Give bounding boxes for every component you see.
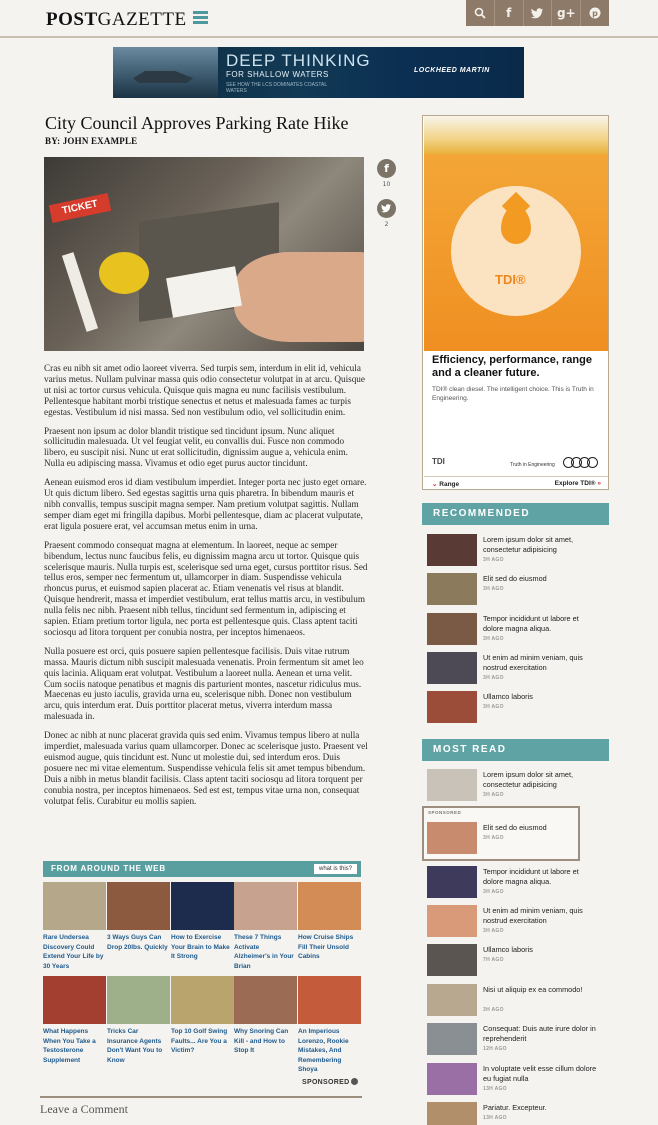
- item-thumbnail[interactable]: [427, 944, 477, 976]
- tile-image[interactable]: [171, 976, 234, 1024]
- article-body: [44, 363, 370, 815]
- list-item[interactable]: [427, 769, 607, 803]
- tile-image[interactable]: [298, 882, 361, 930]
- paragraph: Praesent non ipsum ac dolor blandit tristique sed tincidunt ipsum. Nunc aliquet sollicitudin malesuada. Ut vel feugiat velit, eu convallis dui. Fusce non commodo libero, eu suscipit nisi. Nunc ut erat sollicitudin, dignissim augue a, vehicula enim. Nulla eu adipiscing massa. Vivamus et odio eget purus auctor tincidunt.: [44, 425, 348, 469]
- list-item[interactable]: [427, 905, 607, 939]
- sponsored-label[interactable]: [302, 1078, 358, 1086]
- audi-rings-icon: [563, 457, 599, 469]
- item-thumbnail[interactable]: [427, 822, 477, 854]
- what-is-this-link[interactable]: what is this?: [314, 864, 357, 874]
- ad-footer-bar: [424, 476, 609, 489]
- tile-image[interactable]: [107, 976, 170, 1024]
- list-item[interactable]: [427, 984, 607, 1018]
- item-time: 3H AGO: [483, 636, 504, 642]
- around-web-title: FROM AROUND THE WEB: [51, 864, 166, 873]
- item-thumbnail[interactable]: [427, 613, 477, 645]
- sponsored-tile[interactable]: [234, 976, 297, 1056]
- logo-bold: POST: [46, 9, 98, 30]
- tile-image[interactable]: [234, 882, 297, 930]
- sponsored-box-label: SPONSORED: [428, 810, 462, 815]
- item-time: 3H AGO: [483, 704, 504, 710]
- list-item[interactable]: [427, 691, 607, 725]
- item-headline[interactable]: Elit sed do eiusmod: [483, 823, 547, 832]
- ad-headline: Efficiency, performance, range and a cleaner future.: [432, 354, 592, 379]
- tile-image[interactable]: [298, 976, 361, 1024]
- item-time: 12H AGO: [483, 1046, 507, 1052]
- facebook-share-icon[interactable]: f: [377, 159, 396, 178]
- twitter-share-icon[interactable]: [377, 199, 396, 218]
- item-thumbnail[interactable]: [427, 769, 477, 801]
- tile-caption[interactable]: Tricks Car Insurance Agents Don't Want You to Know: [107, 1028, 163, 1064]
- item-time: 3H AGO: [483, 586, 504, 592]
- sponsored-tile[interactable]: [43, 976, 106, 1065]
- ad-subtext: TDI® clean diesel. The intelligent choice. This is Truth in Engineering.: [432, 386, 594, 402]
- sponsored-text: SPONSORED: [302, 1079, 350, 1086]
- list-item[interactable]: [427, 1063, 607, 1097]
- item-thumbnail[interactable]: [427, 984, 477, 1016]
- tile-caption[interactable]: Rare Undersea Discovery Could Extend Your Life by 30 Years: [43, 934, 104, 970]
- item-thumbnail[interactable]: [427, 573, 477, 605]
- paragraph: Aenean euismod eros id diam vestibulum imperdiet. Integer porta nec justo eget ornare. Ut quis dictum libero. Sed egestas sagittis urna quis pharetra. In bibendum mauris et nibh convallis, tempus suscipit magna semper. Nam pretium volutpat sagittis. Nullam semper diam eget mi fringilla dapibus. Morbi pellentesque, diam ac placerat vulputate, erat ligula posuere erat, vel accumsan metus enim in urna.: [44, 477, 367, 531]
- item-thumbnail[interactable]: [427, 534, 477, 566]
- item-time: 13H AGO: [483, 1115, 507, 1121]
- item-headline[interactable]: Tempor incididunt ut labore et dolore magna aliqua.: [483, 867, 579, 886]
- google-plus-icon[interactable]: g+: [552, 0, 581, 26]
- list-item[interactable]: [427, 534, 607, 568]
- tile-image[interactable]: [234, 976, 297, 1024]
- pinterest-icon[interactable]: [581, 0, 609, 26]
- hand: [234, 252, 364, 342]
- item-thumbnail[interactable]: [427, 652, 477, 684]
- list-item[interactable]: [427, 822, 607, 856]
- sponsored-tile[interactable]: [43, 882, 106, 971]
- item-time: 13H AGO: [483, 1086, 507, 1092]
- paragraph: Donec ac nibh at nunc placerat gravida quis sed enim. Vivamus tempus libero at nulla imperdiet, malesuada varius quam ullamcorper. Donec ac scelerisque justo. Praesent vel euismod augue, quis tincidunt est. Nunc ut molestie dui, sed interdum eros. Duis posuere nec mi vitae elementum. Suspendisse vehicula felis sit amet tempus bibendum. Duis a nibh in metus blandit facilisis. Class aptent taciti sociosqu ad litora torquent per conubia nostra, per inceptos himenaeos. Sed est est, tempus vitae urna non, consequat volutpat felis. Curabitur eu mollis sapien.: [44, 730, 368, 806]
- banner-subline: FOR SHALLOW WATERS: [226, 70, 329, 79]
- recommended-heading: RECOMMENDED: [422, 503, 609, 525]
- item-time: 3H AGO: [483, 835, 504, 841]
- list-item[interactable]: [427, 1023, 607, 1057]
- svg-text:p: p: [592, 9, 598, 18]
- list-item[interactable]: [427, 652, 607, 686]
- paragraph: Praesent commodo consequat magna at elementum. In laoreet, neque ac semper bibendum, lectus nunc faucibus felis, eu dignissim magna arcu ut tortor. Quisque quis scelerisque mauris. Nulla turpis est, scelerisque sed urna eget, cursus porttitor risus. Sed tellus eros, semper nec fermentum ut, ullamcorper in diam. Suspendisse vehicula rhoncus purus, et euismod sapien placerat ac. Etiam venenatis vel risus at blandit. Quisque hendrerit, massa et imperdiet vestibulum, erat tellus mattis arcu, in vestibulum nulla felis nec nibh. Praesent nibh tellus, tincidunt sed fermentum in, adipiscing et sapien. Etiam pretium tortor ligula, nec porta est pellentesque quis. Class aptent taciti sociosqu ad litora torquent per conubia nostra, per inceptos himenaeos.: [44, 539, 368, 637]
- item-headline[interactable]: Lorem ipsum dolor sit amet, consectetur adipisicing: [483, 770, 574, 789]
- tile-image[interactable]: [107, 882, 170, 930]
- article-title: City Council Approves Parking Rate Hike: [45, 113, 349, 133]
- item-time: 3H AGO: [483, 889, 504, 895]
- item-headline[interactable]: Ut enim ad minim veniam, quis nostrud exercitation: [483, 653, 583, 672]
- ad-foot-logo: TDI: [432, 457, 445, 466]
- hamburger-menu-icon[interactable]: [193, 11, 208, 25]
- item-thumbnail[interactable]: [427, 691, 477, 723]
- paragraph: Cras eu nibh sit amet odio laoreet viverra. Sed turpis sem, interdum in elit id, vehicula varius metus. Nullam pulvinar massa quis odio consectetur volutpat in at arcu. Quisque ut nisi ac tortor cursus vehicula. Quisque quis magna eu nunc facilisis vestibulum. Pellentesque habitant morbi tristique senectus et netus et malesuada fames ac turpis egestas. Vestibulum id nisi massa. Sed non vestibulum odio, vel sollicitudin enim.: [44, 363, 365, 417]
- item-thumbnail[interactable]: [427, 905, 477, 937]
- item-headline[interactable]: Tempor incididunt ut labore et dolore magna aliqua.: [483, 614, 579, 633]
- sponsored-tile[interactable]: [171, 976, 234, 1056]
- sponsored-tile[interactable]: [107, 882, 170, 952]
- twitter-share-count: 2: [384, 221, 389, 228]
- tile-caption[interactable]: Top 10 Golf Swing Faults... Are You a Victim?: [171, 1028, 228, 1054]
- most-read-heading: MOST READ: [422, 739, 609, 761]
- item-time: 3H AGO: [483, 675, 504, 681]
- sponsored-tile[interactable]: [298, 882, 361, 962]
- banner-ad[interactable]: [113, 47, 524, 98]
- ad-oil-wave: [424, 116, 609, 154]
- sponsored-tile[interactable]: [107, 976, 170, 1065]
- tile-caption[interactable]: How Cruise Ships Fill Their Unsold Cabins: [298, 934, 354, 960]
- coin-slot: [99, 252, 149, 294]
- item-thumbnail[interactable]: [427, 866, 477, 898]
- item-time: 3H AGO: [483, 928, 504, 934]
- item-time: 3H AGO: [483, 557, 504, 563]
- tdi-logo: TDI®: [495, 272, 526, 287]
- item-headline[interactable]: Lorem ipsum dolor sit amet, consectetur adipisicing: [483, 535, 574, 554]
- explore-link[interactable]: [555, 480, 601, 487]
- tdi-ad[interactable]: [422, 115, 609, 490]
- tile-caption[interactable]: How to Exercise Your Brain to Make It Strong: [171, 934, 230, 960]
- banner-brand: LOCKHEED MARTIN: [414, 67, 490, 74]
- facebook-share-count: 10: [382, 181, 391, 188]
- explore-label: Explore TDI®: [554, 480, 596, 487]
- site-header: [0, 0, 658, 38]
- item-headline[interactable]: Pariatur. Excepteur.: [483, 1103, 547, 1112]
- banner-headline: DEEP THINKING: [226, 51, 371, 70]
- around-web-header: [43, 861, 361, 877]
- list-item[interactable]: [427, 613, 607, 647]
- ad-tagline: Truth in Engineering: [510, 462, 555, 468]
- sponsored-tile[interactable]: [171, 882, 234, 962]
- leave-comment-link[interactable]: Leave a Comment: [40, 1096, 362, 1117]
- sponsored-tile[interactable]: [298, 976, 361, 1075]
- list-item[interactable]: [427, 573, 607, 607]
- item-headline[interactable]: Ullamco laboris: [483, 692, 533, 701]
- sponsored-tile[interactable]: [234, 882, 297, 971]
- twitter-share[interactable]: [377, 199, 396, 228]
- logo-light: GAZETTE: [97, 9, 187, 30]
- item-headline[interactable]: Ullamco laboris: [483, 945, 533, 954]
- item-headline[interactable]: Nisi ut aliquip ex ea commodo!: [483, 985, 583, 994]
- twitter-icon[interactable]: [524, 0, 553, 26]
- item-thumbnail[interactable]: [427, 1023, 477, 1055]
- chevron-down-icon: ⌄: [432, 481, 438, 488]
- site-logo[interactable]: [46, 9, 187, 31]
- tile-caption[interactable]: An Imperious Lorenzo, Rookie Mistakes, And Remembering Shoya: [298, 1028, 349, 1073]
- social-bar: [466, 0, 609, 26]
- item-thumbnail[interactable]: [427, 1102, 477, 1125]
- search-icon[interactable]: [466, 0, 495, 26]
- ship-image: [113, 47, 218, 98]
- banner-small: SEE HOW THE LCS DOMINATES COASTAL WATERS: [226, 82, 327, 94]
- facebook-icon[interactable]: f: [495, 0, 524, 26]
- tile-caption[interactable]: 3 Ways Guys Can Drop 20lbs. Quickly: [107, 934, 168, 951]
- item-time: 3H AGO: [483, 792, 504, 798]
- tile-caption[interactable]: What Happens When You Take a Testosterone Supplement: [43, 1028, 96, 1064]
- item-thumbnail[interactable]: [427, 1063, 477, 1095]
- article-byline: BY: JOHN EXAMPLE: [45, 136, 138, 146]
- range-link[interactable]: [432, 480, 459, 488]
- tile-image[interactable]: [43, 976, 106, 1024]
- oil-drop-icon: [501, 206, 531, 244]
- list-item[interactable]: [427, 1102, 607, 1125]
- range-label: Range: [439, 481, 460, 488]
- double-chevron-right-icon: »: [597, 480, 601, 487]
- paragraph: Nulla posuere est orci, quis posuere sapien pellentesque facilisis. Duis vitae rutrum massa. Mauris dictum nibh suscipit malesuada venenatis. Proin fermentum sit amet leo quis lacinia. Aliquam erat volutpat. Vestibulum a laoreet nulla. Aenean et urna velit. Cum sociis natoque penatibus et magnis dis parturient montes, nascetur ridiculus mus. Maecenas eu justo iaculis, gravida urna eu, scelerisque nibh. Donec non vestibulum arcu, quis interdum erat. Duis porttitor placerat metus, viverra interdum massa malesuada in.: [44, 645, 364, 722]
- list-item[interactable]: [427, 866, 607, 900]
- facebook-share[interactable]: [377, 159, 396, 188]
- item-time: 3H AGO: [483, 1007, 504, 1013]
- item-headline[interactable]: In voluptate velit esse cillum dolore eu fugiat nulla: [483, 1064, 597, 1083]
- item-headline[interactable]: Elit sed do eiusmod: [483, 574, 547, 583]
- item-headline[interactable]: Ut enim ad minim veniam, quis nostrud exercitation: [483, 906, 583, 925]
- tile-image[interactable]: [43, 882, 106, 930]
- list-item[interactable]: [427, 944, 607, 978]
- item-time: 7H AGO: [483, 957, 504, 963]
- sponsored-info-icon[interactable]: [351, 1078, 358, 1085]
- item-headline[interactable]: Consequat: Duis aute irure dolor in reprehenderit: [483, 1024, 596, 1043]
- tile-caption[interactable]: Why Snoring Can Kill - and How to Stop It: [234, 1028, 289, 1054]
- article-hero-image: [44, 157, 364, 351]
- tile-image[interactable]: [171, 882, 234, 930]
- tile-caption[interactable]: These 7 Things Activate Alzheimer's in Your Brian: [234, 934, 294, 970]
- ticket-strip: [62, 252, 98, 332]
- ticket-sign: TICKET: [49, 193, 111, 223]
